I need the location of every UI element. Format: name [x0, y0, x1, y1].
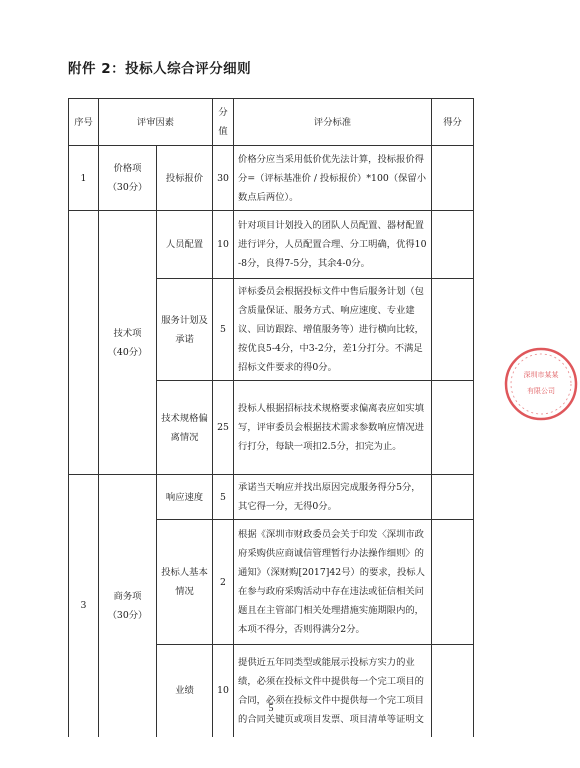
svg-text:有限公司: 有限公司 [527, 387, 555, 395]
table-row [69, 475, 474, 520]
item-name: 响应速度 [157, 475, 213, 520]
page-number: 5 [268, 703, 274, 714]
item-standard: 评标委员会根据投标文件中售后服务计划（包含质量保证、服务方式、响应速度、专业建议、回访跟踪、增值服务等）进行横向比较，按优良5-4分，中3-2分，差1分打分。不满足招标文件要求的得0分。 [234, 279, 432, 381]
table-row [69, 146, 474, 211]
item-name: 人员配置 [157, 211, 213, 279]
page-title: 附件 2：投标人综合评分细则 [68, 61, 252, 77]
header-seq: 序号 [69, 99, 99, 146]
header-score: 分值 [213, 99, 234, 146]
header-factor: 评审因素 [99, 99, 213, 146]
group-seq: 3 [69, 475, 99, 737]
item-obtained-cell [432, 146, 474, 211]
item-name: 服务计划及承诺 [157, 279, 213, 381]
item-obtained-cell [432, 520, 474, 645]
header-obtained: 得分 [432, 99, 474, 146]
svg-text:深圳市某某: 深圳市某某 [523, 371, 559, 379]
item-obtained-cell [432, 279, 474, 381]
item-standard: 价格分应当采用低价优先法计算，投标报价得分=（评标基准价 / 投标报价）*100（保留小数点后两位）。 [234, 146, 432, 211]
group-seq: 1 [69, 146, 99, 211]
item-name: 业绩 [157, 645, 213, 737]
group-seq [69, 211, 99, 475]
item-score: 2 [213, 520, 234, 645]
item-score: 10 [213, 645, 234, 737]
item-standard: 投标人根据招标技术规格要求偏离表应如实填写，评审委员会根据技术需求参数响应情况进行打分，每缺一项扣2.5分，扣完为止。 [234, 381, 432, 475]
item-score: 30 [213, 146, 234, 211]
item-name: 技术规格偏离情况 [157, 381, 213, 475]
table-row [69, 211, 474, 279]
header-standard: 评分标准 [234, 99, 432, 146]
item-score: 10 [213, 211, 234, 279]
item-standard: 承诺当天响应并找出原因完成服务得分5分，其它得一分，无得0分。 [234, 475, 432, 520]
group-category: 价格项（30分） [99, 146, 157, 211]
company-seal [502, 345, 580, 423]
item-obtained-cell [432, 211, 474, 279]
item-score: 25 [213, 381, 234, 475]
item-name: 投标人基本情况 [157, 520, 213, 645]
item-standard: 针对项目计划投入的团队人员配置、器材配置进行评分，人员配置合理、分工明确，优得10-8分，良得7-5分，其余4-0分。 [234, 211, 432, 279]
item-obtained-cell [432, 645, 474, 737]
item-standard: 根据《深圳市财政委员会关于印发〈深圳市政府采购供应商诚信管理暂行办法操作细则〉的通知》（深财购[2017]42号）的要求，投标人在参与政府采购活动中存在违法或征信相关问题且在主管部门相关处理措施实施期限内的，本项不得分，否则得满分2分。 [234, 520, 432, 645]
scoring-table [68, 98, 474, 737]
item-standard: 提供近五年同类型或能展示投标方实力的业绩，必须在投标文件中提供每一个完工项目的合同，必须在投标文件中提供每一个完工项目的合同关键页或项目发票、项目清单等证明文 [234, 645, 432, 737]
item-obtained-cell [432, 475, 474, 520]
item-score: 5 [213, 279, 234, 381]
table-header-row [69, 99, 474, 146]
group-category: 商务项（30分） [99, 475, 157, 737]
item-name: 投标报价 [157, 146, 213, 211]
group-category: 技术项（40分） [99, 211, 157, 475]
item-obtained-cell [432, 381, 474, 475]
item-score: 5 [213, 475, 234, 520]
